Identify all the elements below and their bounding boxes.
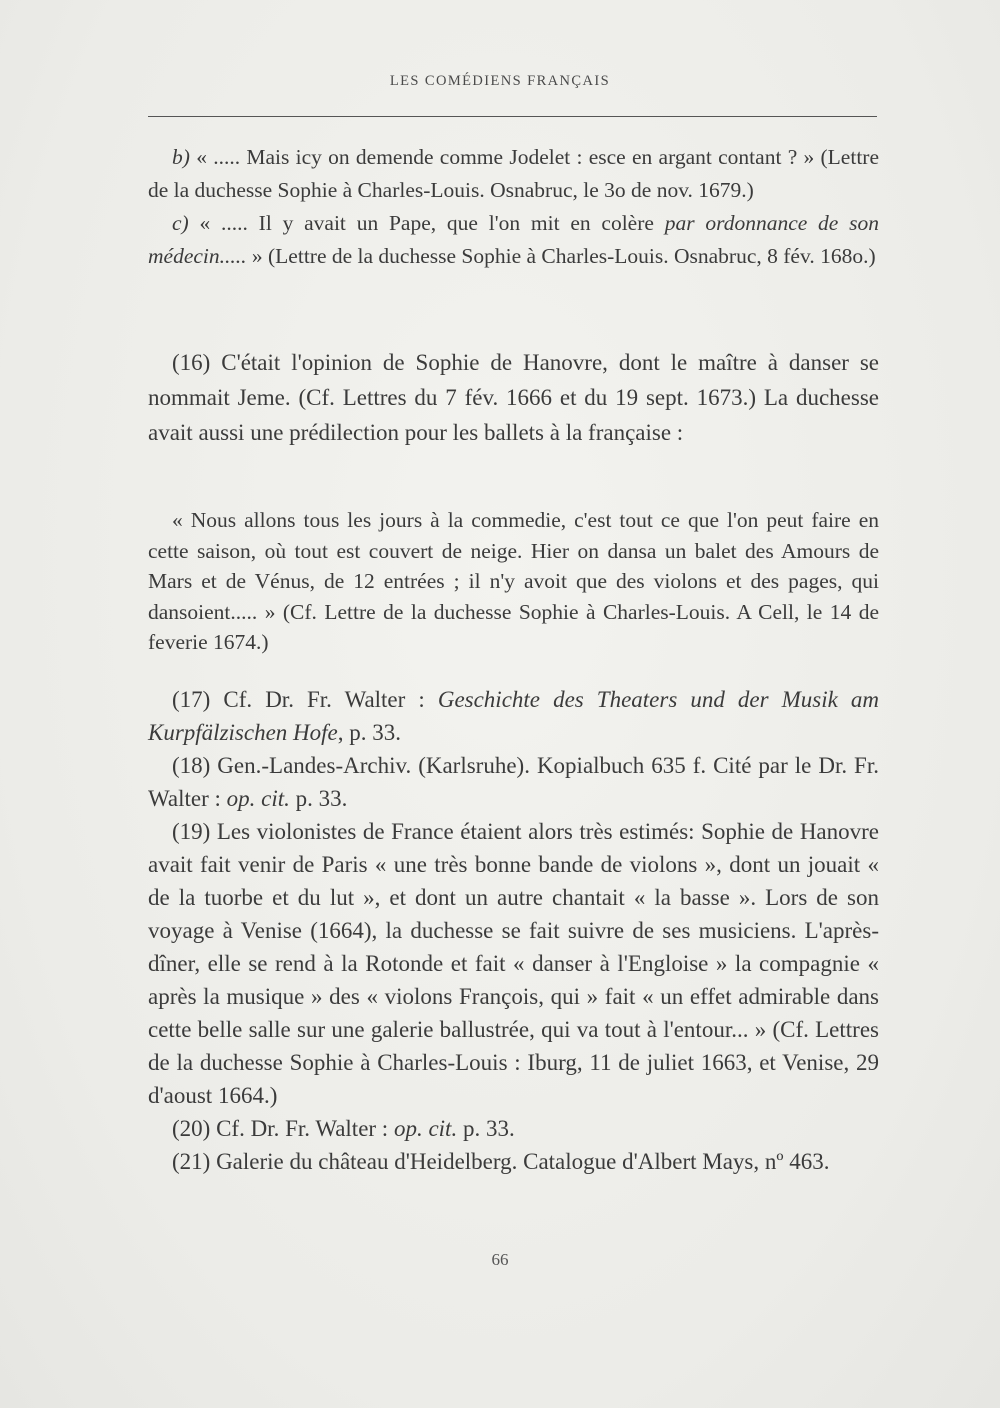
header-rule	[148, 116, 877, 117]
note-21: (21) Galerie du château d'Heidelberg. Catalogue d'Albert Mays, nº 463.	[172, 1149, 830, 1174]
note-16-block	[148, 345, 879, 450]
note-c-text-2: » (Lettre de la duchesse Sophie à Charles-Louis. Osnabruc, 8 fév. 168o.)	[246, 244, 876, 268]
quote-block	[148, 505, 879, 658]
note-18-italic: op. cit.	[226, 786, 290, 811]
quote-text: « Nous allons tous les jours à la commedie, c'est tout ce que l'on peut faire en cette saison, où tout est couvert de neige. Hier on dansa un balet des Amours de Mars et de Vénus, de 12 entrées ; il n'y avoit que des violons et des pages, qui dansoient..... » (Cf. Lettre de la duchesse Sophie à Charles-Louis. A Cell, le 14 de feverie 1674.)	[148, 508, 879, 654]
note-18-pre: (18) Gen.-Landes-Archiv. (Karlsruhe). Kopialbuch 635 f. Cité par le Dr. Fr. Walter :	[148, 753, 879, 811]
note-b	[148, 141, 879, 207]
note-17	[148, 683, 879, 749]
note-c-italic: par ordonnance de son médecin.....	[148, 211, 879, 268]
note-c	[148, 207, 879, 273]
page-number: 66	[491, 1250, 509, 1269]
note-16: (16) C'était l'opinion de Sophie de Hanovre, dont le maître à danser se nommait Jeme. (Cf. Lettres du 7 fév. 1666 et du 19 sept. 1673.) La duchesse avait aussi une prédilection pour les ballets à la française :	[148, 350, 879, 445]
note-20-pre: (20) Cf. Dr. Fr. Walter :	[172, 1116, 394, 1141]
note-18-post: p. 33.	[289, 786, 348, 811]
note-20-post: p. 33.	[457, 1116, 515, 1141]
note-c-label: c)	[172, 211, 189, 235]
note-20	[148, 1112, 879, 1145]
note-19: (19) Les violonistes de France étaient alors très estimés: Sophie de Hanovre avait fait venir de Paris « une très bonne bande de violons », dont un jouait « de la tuorbe et du lut », et dont un autre chantait « la basse ». Lors de son voyage à Venise (1664), la duchesse se fait suivre de ses musiciens. L'après-dîner, elle se rend à la Rotonde et fait « danser à l'Engloise » la compagnie « après la musique » des « violons François, qui » fait « un effet admirable dans cette belle salle sur une galerie ballustrée, qui va tout à l'entour... » (Cf. Lettres de la duchesse Sophie à Charles-Louis : Iburg, 11 de juliet 1663, et Venise, 29 d'aoust 1664.)	[148, 819, 879, 1108]
note-c-text-1: « ..... Il y avait un Pape, que l'on mit en colère	[188, 211, 665, 235]
note-20-italic: op. cit.	[393, 1116, 458, 1141]
note-b-text: « ..... Mais icy on demende comme Jodelet : esce en argant contant ? » (Lettre de la duchesse Sophie à Charles-Louis. Osnabruc, le 3o de nov. 1679.)	[148, 145, 879, 202]
note-17-pre: (17) Cf. Dr. Fr. Walter :	[172, 687, 438, 712]
notes-block	[148, 683, 879, 1178]
note-17-post: , p. 33.	[337, 720, 401, 745]
note-b-label: b)	[172, 145, 190, 169]
note-18	[148, 749, 879, 815]
note-17-title: Geschichte des Theaters und der Musik am Kurpfälzischen Hofe	[148, 687, 880, 745]
running-title: LES COMÉDIENS FRANÇAIS	[389, 73, 611, 89]
notes-b-c	[148, 141, 879, 273]
